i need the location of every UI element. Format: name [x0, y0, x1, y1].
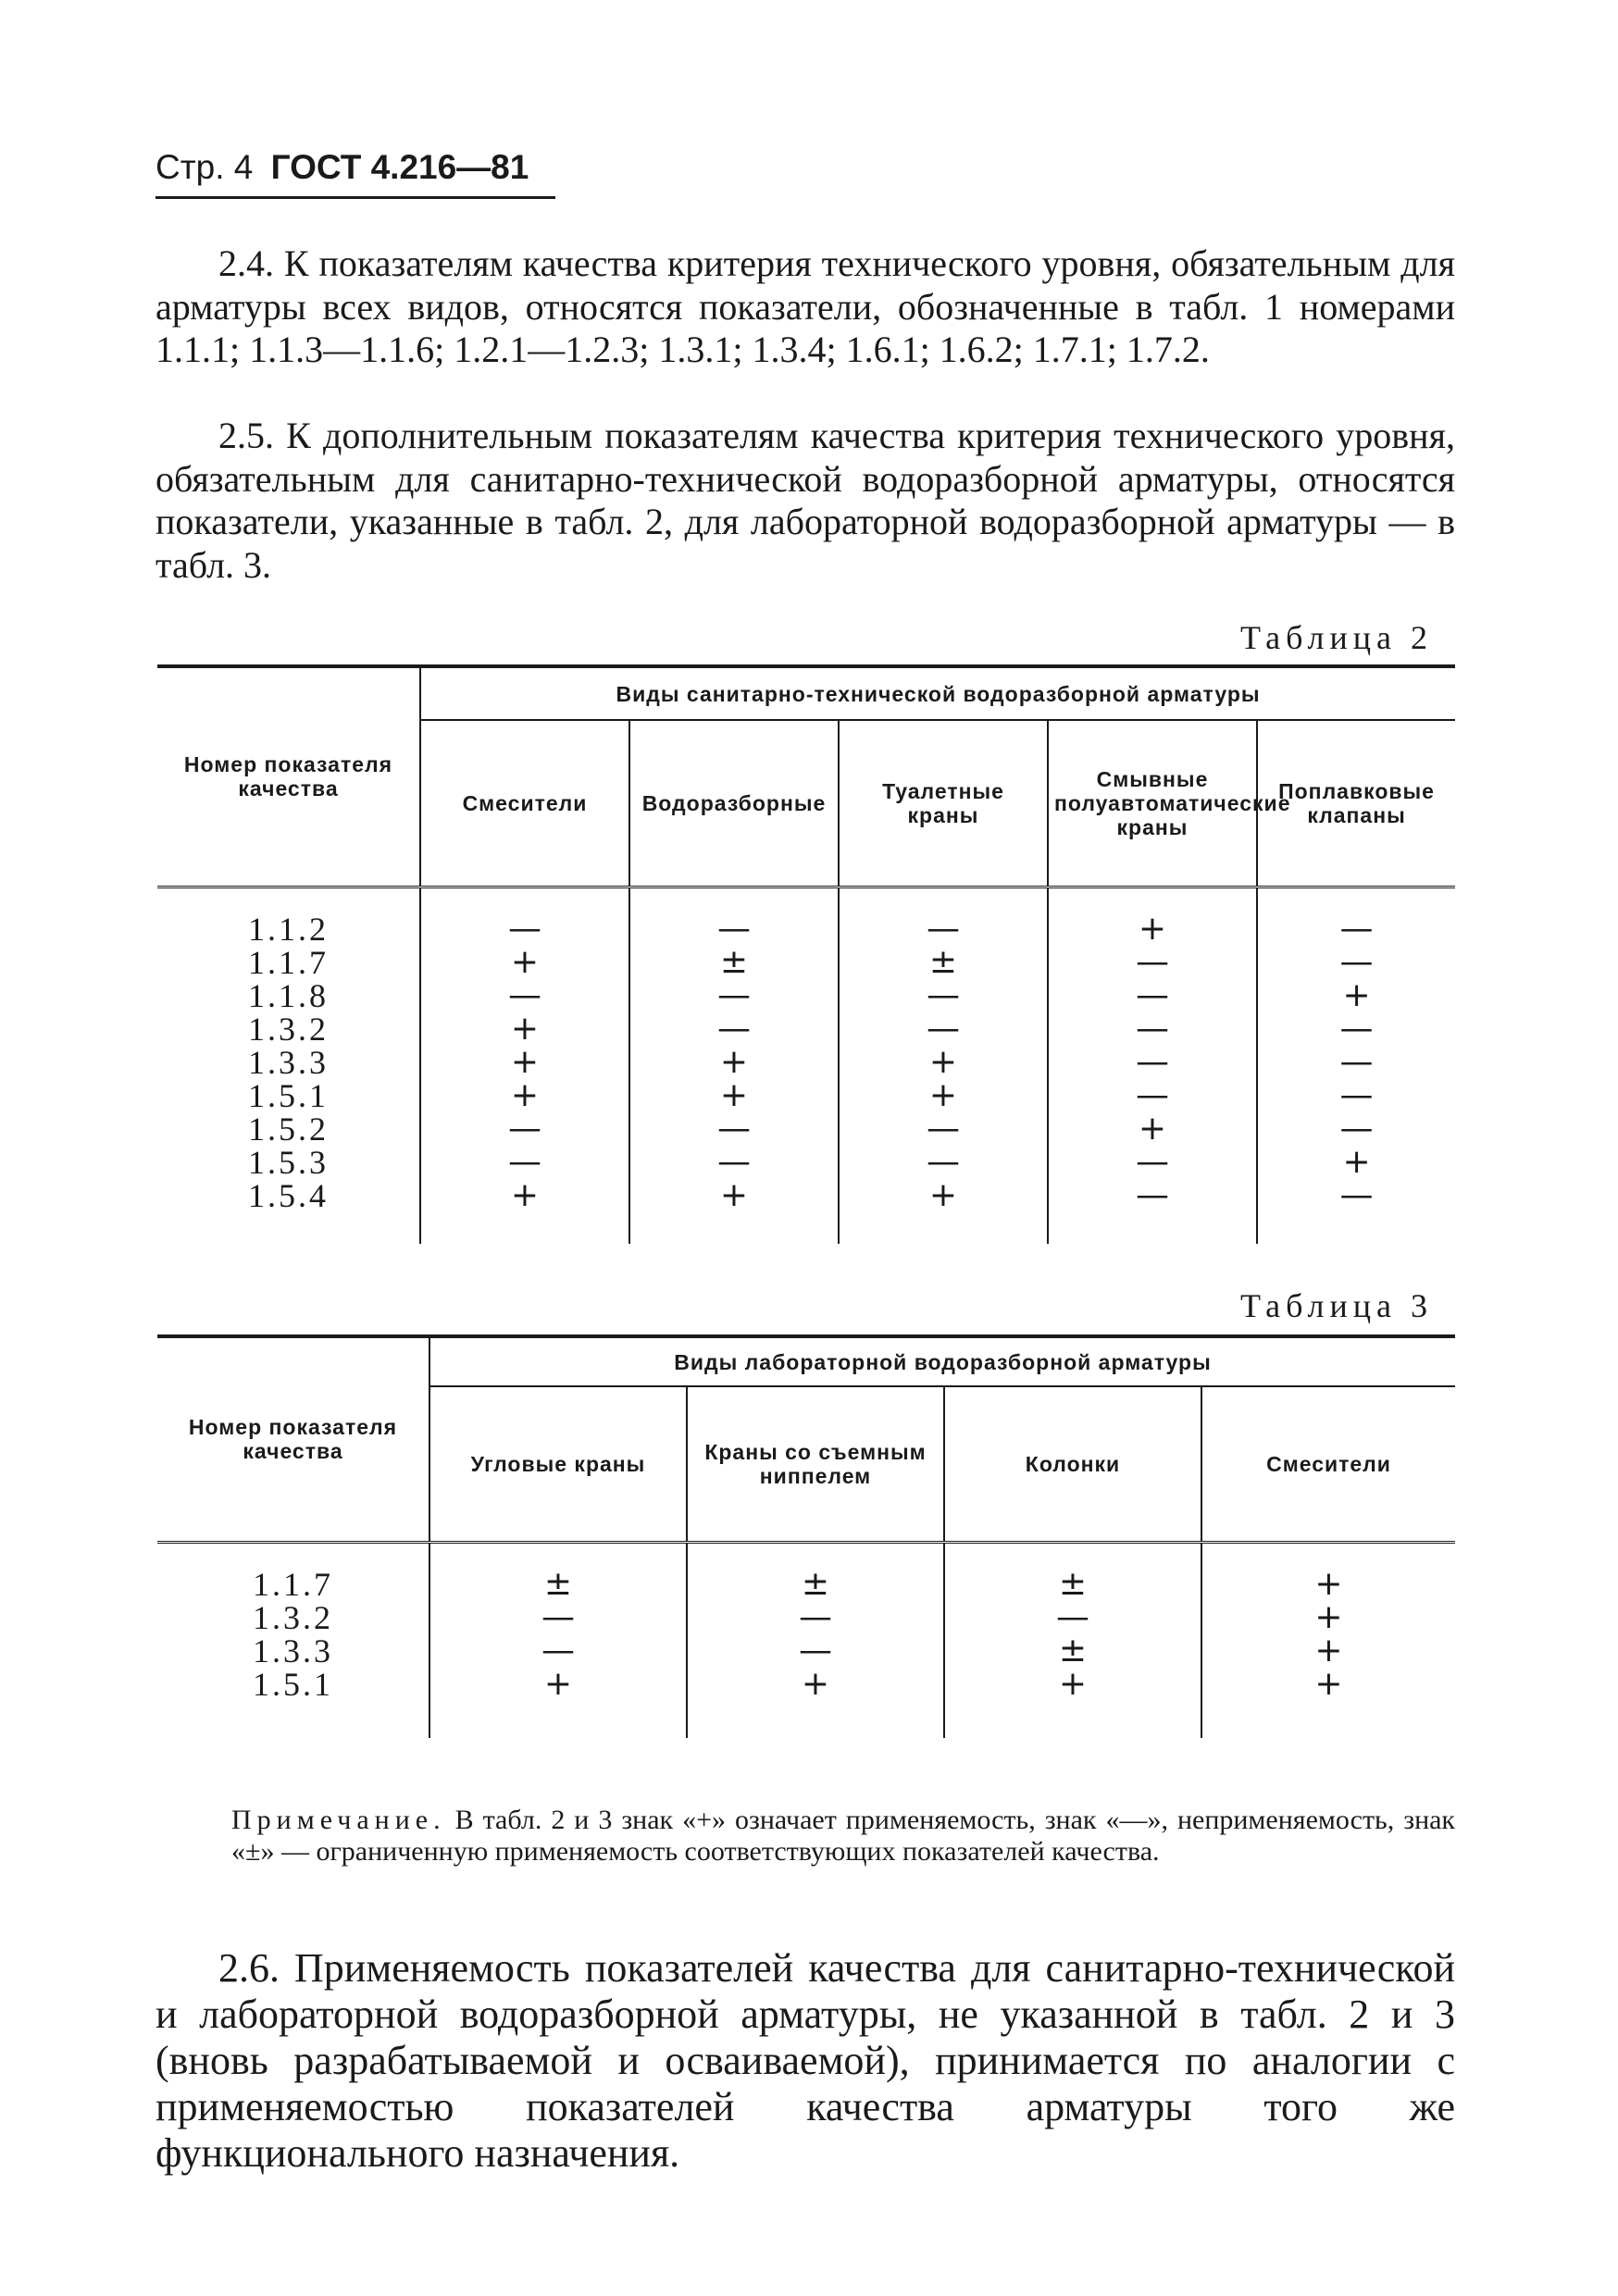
value-cell: +	[1342, 975, 1371, 1014]
table-3-col-header: Колонки	[944, 1386, 1201, 1542]
table-3-row-numbers	[157, 1542, 429, 1738]
value-cell: —	[508, 909, 541, 948]
value-cell: —	[1136, 1075, 1169, 1114]
table-3-caption: Таблица 3	[1240, 1287, 1433, 1324]
value-cell: —	[1339, 1075, 1374, 1114]
table-2-group-header: Виды санитарно-технической водоразборной арматуры	[420, 666, 1455, 720]
table-2-col-values	[629, 887, 839, 1244]
table-2-col-header: Поплавковые клапаны	[1257, 720, 1455, 887]
row-number: 1.3.3	[248, 1043, 329, 1081]
table-3-col-values	[944, 1542, 1201, 1738]
value-cell: —	[717, 909, 751, 948]
table-3-rowhead: Номер показателя качества	[157, 1336, 429, 1542]
value-cell: ±	[801, 1564, 830, 1603]
value-cell: —	[1136, 1142, 1169, 1181]
value-cell: +	[1314, 1597, 1343, 1636]
value-cell: +	[801, 1664, 830, 1703]
table-2-caption: Таблица 2	[1240, 619, 1433, 656]
value-cell: +	[928, 1042, 958, 1081]
value-cell: —	[508, 975, 541, 1014]
table-3-col-header: Смесители	[1201, 1386, 1455, 1542]
value-cell: —	[717, 1109, 751, 1148]
row-number: 1.1.7	[253, 1565, 333, 1603]
value-cell: —	[799, 1597, 832, 1636]
row-number: 1.1.7	[248, 943, 329, 981]
row-number: 1.5.2	[248, 1110, 329, 1148]
table-3-col-header: Краны со съемным ниппелем	[687, 1386, 944, 1542]
value-cell: +	[510, 1075, 540, 1114]
value-cell: —	[799, 1631, 832, 1669]
value-cell: +	[1138, 909, 1167, 948]
row-number: 1.5.4	[248, 1176, 329, 1214]
page-label: Стр. 4	[156, 148, 254, 186]
value-cell: —	[927, 909, 960, 948]
value-cell: +	[1058, 1664, 1088, 1703]
value-cell: —	[1136, 975, 1169, 1014]
value-cell: —	[1339, 1109, 1374, 1148]
value-cell: +	[719, 1075, 749, 1114]
value-cell: ±	[719, 942, 749, 981]
value-cell: —	[1339, 1009, 1374, 1048]
value-cell: +	[1314, 1631, 1343, 1669]
value-cell: —	[1136, 942, 1169, 981]
table-3-group-header: Виды лабораторной водоразборной арматуры	[429, 1336, 1455, 1386]
value-cell: +	[928, 1075, 958, 1114]
value-cell: —	[508, 1109, 541, 1148]
value-cell: —	[1136, 1009, 1169, 1048]
value-cell: —	[717, 1009, 751, 1048]
value-cell: —	[1056, 1597, 1089, 1636]
value-cell: +	[510, 1175, 540, 1214]
value-cell: —	[1136, 1175, 1169, 1214]
value-cell: —	[508, 1142, 541, 1181]
page-header	[156, 148, 529, 188]
value-cell: —	[717, 1142, 751, 1181]
header-rule	[156, 196, 555, 199]
paragraph-2-5: 2.5. К дополнительным показателям качества критерия технического уровня, обязательным для санитарно-технической водоразборной арматуры, относятся показатели, указанные в табл. 2, для лабораторной водоразборной арматуры — в табл. 3.	[156, 415, 1455, 586]
standard-number: ГОСТ 4.216—81	[270, 148, 529, 186]
table-2-col-header: Смесители	[420, 720, 629, 887]
value-cell: ±	[1058, 1564, 1088, 1603]
value-cell: ±	[928, 942, 958, 981]
table-2-col-values	[420, 887, 629, 1244]
table-2-col-header: Смывные полуавтоматические краны	[1048, 720, 1257, 887]
note-text: В табл. 2 и 3 знак «+» означает применяемость, знак «—», неприменяемость, знак «±» — ограниченную применяемость соответствующих показателей качества.	[231, 1805, 1456, 1867]
value-cell: —	[541, 1597, 575, 1636]
note-label: Примечание.	[231, 1805, 446, 1835]
value-cell: +	[510, 1042, 540, 1081]
table-2-col-header: Туалетные краны	[839, 720, 1048, 887]
value-cell: +	[928, 1175, 958, 1214]
value-cell: —	[927, 1109, 960, 1148]
value-cell: —	[1339, 1175, 1374, 1214]
value-cell: —	[927, 1009, 960, 1048]
value-cell: —	[927, 975, 960, 1014]
value-cell: +	[1314, 1564, 1343, 1603]
table-2-col-values	[1257, 887, 1455, 1244]
table-3-col-values	[1201, 1542, 1455, 1738]
value-cell: ±	[1058, 1631, 1088, 1669]
table-2-col-values	[839, 887, 1048, 1244]
table-note	[231, 1805, 1455, 1868]
paragraph-2-6: 2.6. Применяемость показателей качества для санитарно-технической и лабораторной водоразборной арматуры, не указанной в табл. 2 и 3 (вновь разрабатываемой и осваиваемой), принимается по аналогии с применяемостью показателей качества арматуры того же функционального назначения.	[156, 1945, 1455, 2176]
value-cell: +	[1138, 1109, 1167, 1148]
value-cell: +	[543, 1664, 573, 1703]
value-cell: +	[510, 1009, 540, 1048]
table-3-col-header: Угловые краны	[429, 1386, 687, 1542]
value-cell: —	[541, 1631, 575, 1669]
row-number: 1.1.2	[248, 910, 329, 948]
row-number: 1.3.2	[253, 1598, 333, 1636]
table-2-rowhead: Номер показателя качества	[157, 666, 420, 887]
value-cell: —	[1136, 1042, 1169, 1081]
row-number: 1.3.2	[248, 1010, 329, 1048]
table-2	[157, 664, 1455, 1244]
value-cell: +	[719, 1042, 749, 1081]
table-3-col-values	[687, 1542, 944, 1738]
value-cell: —	[717, 975, 751, 1014]
value-cell: —	[927, 1142, 960, 1181]
value-cell: ±	[543, 1564, 573, 1603]
table-3-col-values	[429, 1542, 687, 1738]
paragraph-2-4: 2.4. К показателям качества критерия технического уровня, обязательным для арматуры всех видов, относятся показатели, обозначенные в табл. 1 номерами 1.1.1; 1.1.3—1.1.6; 1.2.1—1.2.3; 1.3.1; 1.3.4; 1.6.1; 1.6.2; 1.7.1; 1.7.2.	[156, 242, 1455, 370]
value-cell: —	[1339, 942, 1374, 981]
row-number: 1.5.1	[248, 1076, 329, 1114]
table-3	[157, 1334, 1455, 1738]
value-cell: +	[719, 1175, 749, 1214]
table-2-row-numbers	[157, 887, 420, 1244]
value-cell: +	[1342, 1142, 1371, 1181]
table-2-col-values	[1048, 887, 1257, 1244]
value-cell: +	[1314, 1664, 1343, 1703]
value-cell: —	[1339, 1042, 1374, 1081]
value-cell: —	[1339, 909, 1374, 948]
row-number: 1.3.3	[253, 1632, 333, 1669]
table-2-col-header: Водоразборные	[629, 720, 839, 887]
value-cell: +	[510, 942, 540, 981]
row-number: 1.1.8	[248, 976, 329, 1014]
row-number: 1.5.3	[248, 1143, 329, 1181]
row-number: 1.5.1	[253, 1665, 333, 1703]
